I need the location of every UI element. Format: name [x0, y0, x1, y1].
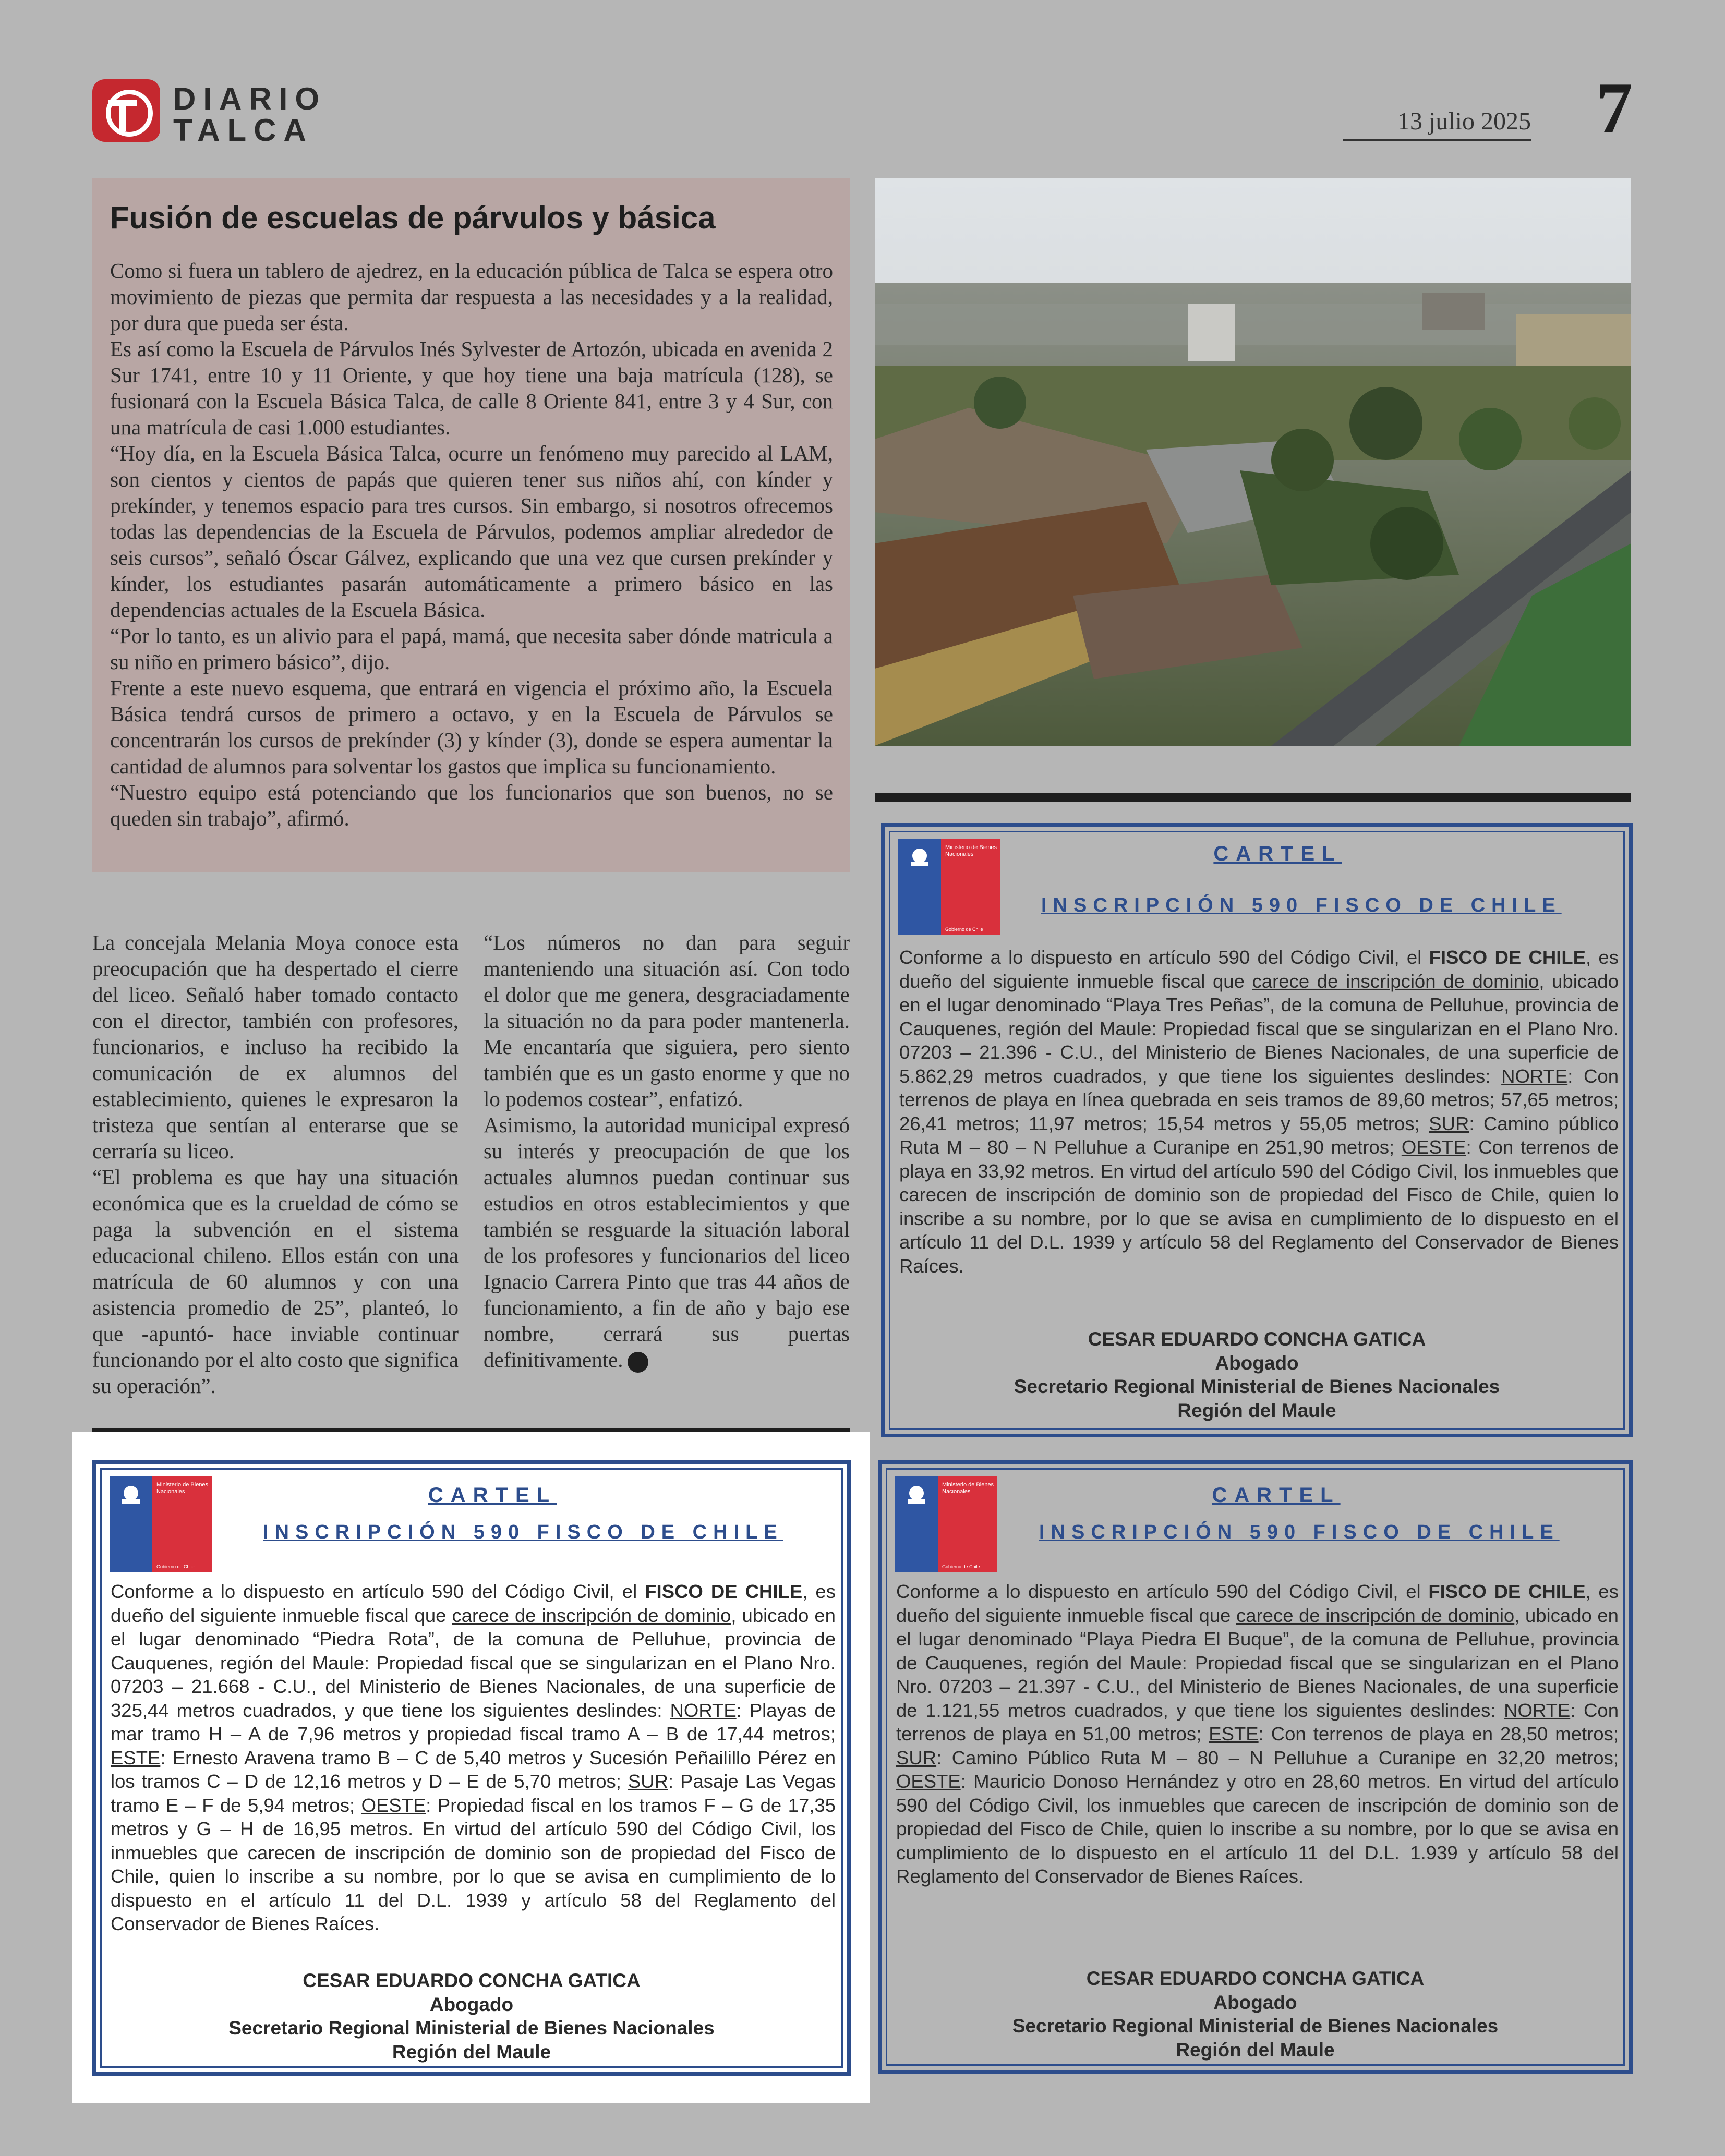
emblem-text: Ministerio de Bienes Nacionales [156, 1482, 209, 1495]
notice-text: OESTE [361, 1794, 426, 1816]
article-paragraph: “Nuestro equipo está potenciando que los funcionarios que son buenos, no se queden sin trabajo”, afirmó. [110, 780, 833, 830]
aerial-city-illustration [875, 178, 1631, 746]
signer-title: Secretario Regional Ministerial de Bienes Nacionales [1012, 2015, 1499, 2037]
signer-role: Abogado [429, 1993, 514, 2015]
notice-text: , es dueño del siguiente inmueble fiscal que [899, 947, 1619, 992]
article-title: Fusión de escuelas de párvulos y básica [110, 200, 716, 235]
notice-text: : Con terrenos de playa en 51,00 metros; [896, 1699, 1619, 1745]
notice-text: : Propiedad fiscal en los tramos F – G de 17,35 metros y G – H de 16,95 metros. En virtud del artículo 590 del Código Civil, los inmuebles que carecen de inscripción de dominio son de propiedad del Fisco de Chile, quien lo inscribe a su nombre, por lo que se avisa en cumplimiento de lo dispuesto en el artículo 11 del D.L. 1939 y artículo 58 del Reglamento del Conservador de Bienes Raíces. [111, 1794, 836, 1934]
notice-text: SUR [896, 1747, 937, 1769]
body-paragraph-text: Asimismo, la autoridad municipal expresó su interés y preocupación de que los actuales alumnos puedan continuar sus estudios en otros establecimientos y que también se resguarde la situación laboral de los profesores y funcionarios del liceo Ignacio Carrera Pinto que tras 44 años de funcionamiento, a fin de año y bajo ese nombre, cerrará sus puertas definitivamente. [484, 1113, 850, 1372]
article-box [92, 178, 850, 872]
emblem-footer: Gobierno de Chile [156, 1564, 195, 1569]
aerial-city-photo [875, 178, 1631, 746]
legal-notice-playa-tres-penas [881, 823, 1633, 1437]
article-paragraph: Es así como la Escuela de Párvulos Inés Sylvester de Artozón, ubicada en avenida 2 Sur 1741, entre 10 y 11 Oriente, y que hoy tiene una baja matrícula (128), se fusionará con la Escuela Básica Talca, de calle 8 Oriente 841, entre 3 y 4 Sur, con una matrícula de casi 1.000 estudiantes. [110, 337, 833, 439]
issue-date: 13 julio 2025 [1343, 107, 1531, 141]
section-rule [875, 793, 1631, 802]
notice-subtitle: INSCRIPCIÓN 590 FISCO DE CHILE [1041, 894, 1562, 916]
article-paragraph: Como si fuera un tablero de ajedrez, en la educación pública de Talca se espera otro movimiento de piezas que permita dar respuesta a las necesidades y a la realidad, por dura que pueda ser ésta. [110, 259, 833, 335]
body-column-left [92, 929, 459, 1399]
article-paragraph: “Por lo tanto, es un alivio para el papá, mamá, que necesita saber dónde matricula a su niño en primero básico”, dijo. [110, 624, 833, 674]
body-column-right [484, 929, 850, 1373]
notice-text: : Mauricio Donoso Hernández y otro en 28,60 metros. En virtud del artículo 590 del Código Civil, los inmuebles que carecen de inscripción de dominio son de propiedad del Fisco de Chile, quien lo inscribe a su nombre, por lo que se avisa en cumplimiento de lo dispuesto en el artículo 11 del D.L. 1.939 y artículo 58 del Reglamento del Conservador de Bienes Raíces. [896, 1771, 1619, 1887]
body-paragraph: “El problema es que hay una situación económica que es la crueldad de cómo se paga la subvención en el sistema educacional chileno. Ellos están con una matrícula de 60 alumnos y con una asistencia promedio de 25”, planteó, lo que -apuntó- hace inviable continuar funcionando por el alto costo que significa su operación”. [92, 1165, 459, 1398]
end-of-article-icon [628, 1352, 648, 1373]
notice-text: ESTE [111, 1747, 161, 1769]
notice-signature [96, 1969, 847, 2064]
legal-notice-playa-piedra-el-buque [878, 1460, 1633, 2074]
logo-line1: DIARIO [173, 81, 327, 116]
notice-text: OESTE [1401, 1136, 1466, 1158]
signer-name: CESAR EDUARDO CONCHA GATICA [1086, 1968, 1425, 1989]
notice-text: : Camino Público Ruta M – 80 – N Pelluhue a Curanipe en 32,20 metros; [936, 1747, 1619, 1769]
emblem-text: Ministerio de Bienes Nacionales [945, 844, 997, 857]
emblem-footer: Gobierno de Chile [945, 927, 983, 932]
notice-text: carece de inscripción de dominio [1252, 970, 1539, 992]
logo-wordmark [173, 83, 327, 146]
notice-text: , es dueño del siguiente inmueble fiscal que [896, 1581, 1619, 1626]
notice-text: , ubicado en el lugar denominado “Piedra Rota”, de la comuna de Pelluhue, provincia de Cauquenes, región del Maule: Propiedad fiscal que se singularizan en el Plano Nro. 07203 – 21.668 - C.U., del Ministerio de Bienes Nacionales, de una superficie de 325,44 metros cuadrados, y que tiene los siguientes deslindes: [111, 1604, 836, 1721]
notice-text: FISCO DE CHILE [1428, 1581, 1586, 1602]
signer-name: CESAR EDUARDO CONCHA GATICA [1088, 1328, 1426, 1350]
notice-text: carece de inscripción de dominio [1236, 1604, 1515, 1626]
notice-body [899, 946, 1619, 1278]
notice-title: CARTEL [428, 1484, 557, 1507]
notice-subtitle: INSCRIPCIÓN 590 FISCO DE CHILE [1039, 1521, 1560, 1543]
article-paragraph: Frente a este nuevo esquema, que entrará en vigencia el próximo año, la Escuela Básica tendrá cursos de primero a octavo, y en la Escuela de Párvulos se concentrarán los cursos de prekínder (3) y kínder (3), donde se espera aumentar la cantidad de alumnos para solventar los gastos que implica su funcionamiento. [110, 676, 833, 778]
signer-role: Abogado [1215, 1352, 1299, 1374]
signer-title: Secretario Regional Ministerial de Bienes Nacionales [228, 2017, 715, 2039]
signer-region: Región del Maule [1177, 1399, 1336, 1421]
notice-text: : Con terrenos de playa en 28,50 metros; [1258, 1723, 1619, 1745]
article-paragraph: “Hoy día, en la Escuela Básica Talca, ocurre un fenómeno muy parecido al LAM, son cientos y cientos de papás que quieren tener sus niños ahí, con kínder y prekínder, y tenemos espacio para tres cursos. Sin embargo, si nosotros ofrecemos todas las dependencias de la Escuela de Párvulos, podemos ampliar alrededor de seis cursos”, señaló Óscar Gálvez, explicando que una vez que cursen prekínder y kínder, los estudiantes pasarán automáticamente a primero básico en las dependencias actuales de la Escuela Básica. [110, 441, 833, 622]
page-number: 7 [1596, 68, 1633, 149]
notice-text: : Ernesto Aravena tramo B – C de 5,40 metros y Sucesión Peñailillo Pérez en los tramos C – D de 12,16 metros y D – E de 5,70 metros; [111, 1747, 836, 1792]
notice-text: carece de inscripción de dominio [452, 1604, 731, 1626]
notice-text: NORTE [670, 1699, 737, 1721]
body-paragraph: “Los números no dan para seguir manteniendo una situación así. Con todo el dolor que me genera, desgraciadamente la situación no da para poder mantenerla. Me encantaría que siguiera, pero siento también que es un gasto enorme y que no lo podemos costear”, enfatizó. [484, 930, 850, 1111]
notice-text: SUR [628, 1771, 668, 1792]
signer-region: Región del Maule [1176, 2039, 1335, 2061]
notice-text: ESTE [1209, 1723, 1259, 1745]
emblem-text: Ministerio de Bienes Nacionales [942, 1482, 994, 1495]
notice-text: Conforme a lo dispuesto en artículo 590 del Código Civil, el [899, 947, 1429, 968]
body-paragraph [484, 1112, 850, 1373]
emblem-footer: Gobierno de Chile [942, 1564, 980, 1569]
notice-text: : Pasaje Las Vegas tramo E – F de 5,94 metros; [111, 1771, 836, 1816]
body-paragraph: La concejala Melania Moya conoce esta preocupación que ha despertado el cierre del liceo. Señaló haber tomado contacto con el director, también con profesores, funcionarios, e incluso ha recibido la comunicación de ex alumnos del establecimiento, quienes le expresaron la tristeza que sentían al enterarse que se cerraría su liceo. [92, 930, 459, 1163]
logo-line2: TALCA [173, 113, 313, 148]
notice-body [111, 1580, 836, 1936]
notice-text: , ubicado en el lugar denominado “Playa Piedra El Buque”, de la comuna de Pelluhue, provincia de Cauquenes, región del Maule: Propiedad fiscal que se singularizan en el Plano Nro. 07203 – 21.397 - C.U., del Ministerio de Bienes Nacionales, de una superficie de 1.121,55 metros cuadrados, y que tiene los siguientes deslindes: [896, 1604, 1619, 1721]
notice-text: FISCO DE CHILE [645, 1581, 803, 1602]
legal-notice-piedra-rota [92, 1460, 851, 2076]
notice-title: CARTEL [1213, 842, 1342, 865]
notice-text: SUR [1429, 1112, 1469, 1134]
notice-text: NORTE [1504, 1699, 1571, 1721]
signer-title: Secretario Regional Ministerial de Bienes Nacionales [1014, 1376, 1500, 1397]
notice-text: : Playas de mar tramo H – A de 7,96 metros y propiedad fiscal tramo A – B de 17,44 metros; [111, 1699, 836, 1745]
notice-text: , es dueño del siguiente inmueble fiscal que [111, 1581, 836, 1626]
notice-text: Conforme a lo dispuesto en artículo 590 del Código Civil, el [111, 1581, 645, 1602]
notice-signature [885, 1327, 1629, 1422]
logo-icon [92, 79, 160, 142]
notice-title: CARTEL [1212, 1484, 1341, 1507]
notice-text: : Con terrenos de playa en línea quebrada en seis tramos de 89,60 metros; 57,65 metros; 26,41 metros; 11,97 metros; 15,54 metros y 55,05 metros; [899, 1065, 1619, 1134]
notice-text: : Con terrenos de playa en 33,92 metros. En virtud del artículo 590 del Código Civil, los inmuebles que carecen de inscripción de dominio son de propiedad del Fisco de Chile, quien lo inscribe a su nombre, por lo que se avisa en cumplimiento de lo dispuesto en el artículo 11 del D.L. 1939 y artículo 58 del Reglamento del Conservador de Bienes Raíces. [899, 1136, 1619, 1277]
signer-role: Abogado [1213, 1991, 1297, 2013]
notice-signature [882, 1967, 1629, 2062]
notice-subtitle: INSCRIPCIÓN 590 FISCO DE CHILE [263, 1521, 783, 1543]
notice-text: NORTE [1501, 1065, 1568, 1087]
notice-text: : Camino público Ruta M – 80 – N Pelluhue a Curanipe en 251,90 metros; [899, 1112, 1619, 1158]
signer-region: Región del Maule [392, 2041, 551, 2063]
notice-text: Conforme a lo dispuesto en artículo 590 del Código Civil, el [896, 1581, 1429, 1602]
notice-body [896, 1580, 1619, 1888]
signer-name: CESAR EDUARDO CONCHA GATICA [303, 1970, 641, 1991]
notice-text: , ubicado en el lugar denominado “Playa Tres Peñas”, de la comuna de Pelluhue, provincia de Cauquenes, región del Maule: Propiedad fiscal que se singularizan en el Plano Nro. 07203 – 21.396 - C.U., del Ministerio de Bienes Nacionales, de una superficie de 5.862,29 metros cuadrados, y que tiene los siguientes deslindes: [899, 970, 1619, 1087]
notice-text: FISCO DE CHILE [1429, 947, 1586, 968]
notice-text: OESTE [896, 1771, 961, 1792]
